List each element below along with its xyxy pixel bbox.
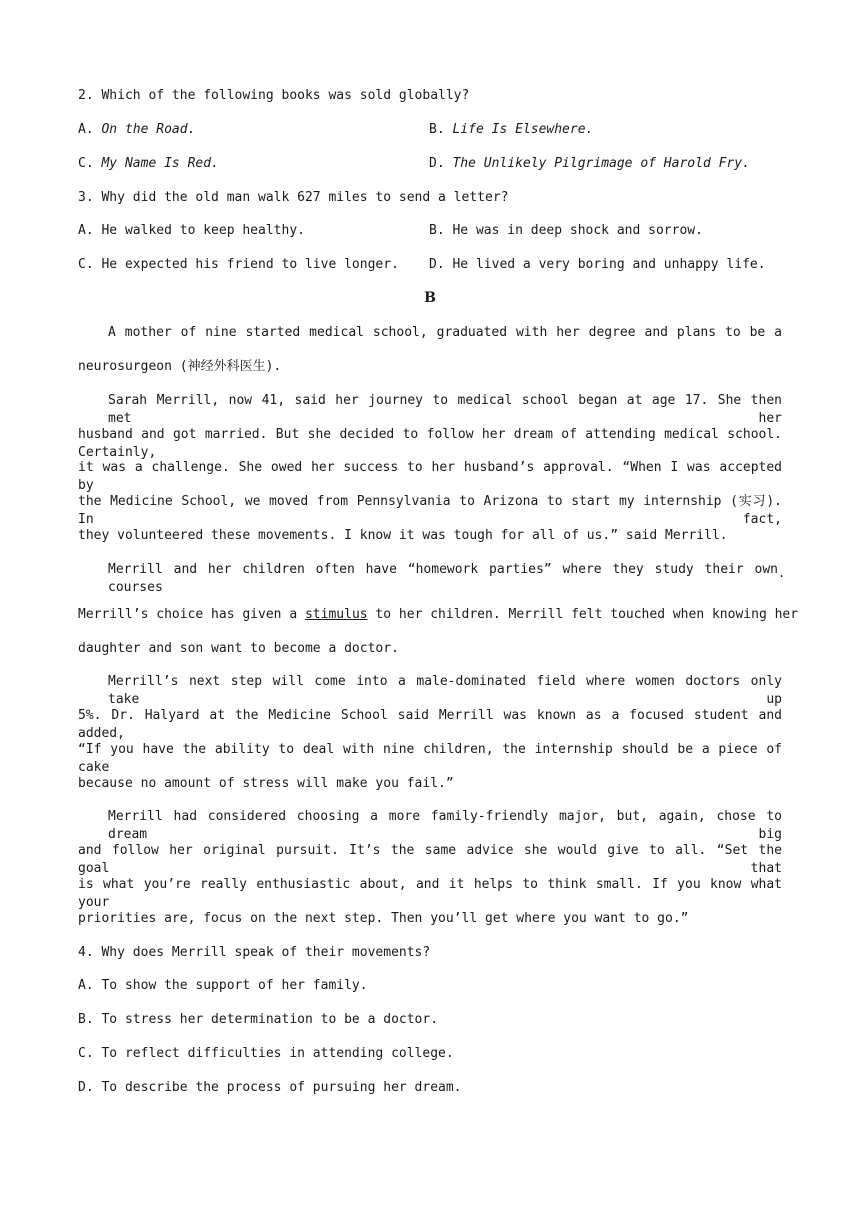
question-3-option-a: A. He walked to keep healthy. (78, 223, 305, 238)
passage-line: because no amount of stress will make you fail.” (78, 776, 454, 791)
passage-line: is what you’re really enthusiastic about, and it helps to think small. If you know what your (78, 877, 782, 910)
question-2-option-a (78, 121, 195, 139)
question-4-option-a: A. To show the support of her family. (78, 978, 368, 993)
book-title: On the Road. (101, 122, 196, 137)
underlined-word: stimulus (304, 607, 368, 622)
question-3-option-d: D. He lived a very boring and unhappy life. (429, 257, 766, 272)
option-label: D. (429, 156, 453, 171)
passage-line: Merrill’s next step will come into a male-dominated field where women doctors only take up (108, 674, 782, 707)
passage-line: husband and got married. But she decided to follow her dream of attending medical school. Certainly, (78, 427, 782, 460)
book-title: Life Is Elsewhere. (452, 122, 594, 137)
question-2-option-d (429, 155, 750, 173)
passage-text: to her children. Merrill felt touched when knowing her (367, 607, 799, 622)
passage-line: Merrill had considered choosing a more family-friendly major, but, again, chose to dream big (108, 809, 782, 842)
question-3-stem: 3. Why did the old man walk 627 miles to send a letter? (78, 190, 509, 205)
section-heading: B (424, 290, 436, 306)
passage-line: 5%. Dr. Halyard at the Medicine School said Merrill was known as a focused student and added, (78, 708, 782, 741)
passage-line: Sarah Merrill, now 41, said her journey to medical school began at age 17. She then met her (108, 393, 782, 426)
option-label: C. (78, 156, 102, 171)
question-2-option-c (78, 155, 219, 173)
passage-line: they volunteered these movements. I know it was tough for all of us.” said Merrill. (78, 528, 728, 543)
passage-text: Merrill’s choice has given a (78, 607, 305, 622)
passage-line: it was a challenge. She owed her success to her husband’s approval. “When I was accepted by (78, 460, 782, 493)
question-3-option-b: B. He was in deep shock and sorrow. (429, 223, 703, 238)
question-2-stem: 2. Which of the following books was sold globally? (78, 88, 470, 103)
passage-line: the Medicine School, we moved from Pennsylvania to Arizona to start my internship (实习). In fact, (78, 494, 782, 527)
passage-line: neurosurgeon (神经外科医生). (78, 359, 282, 374)
question-4-option-b: B. To stress her determination to be a doctor. (78, 1012, 439, 1027)
option-label: A. (78, 122, 102, 137)
passage-line: daughter and son want to become a doctor. (78, 641, 399, 656)
passage-line: and follow her original pursuit. It’s the same advice she would give to all. “Set the goal that (78, 843, 782, 876)
book-title: My Name Is Red. (101, 156, 219, 171)
stray-period-mark: . (778, 566, 786, 580)
question-3-option-c: C. He expected his friend to live longer. (78, 257, 399, 272)
option-label: B. (429, 122, 453, 137)
book-title: The Unlikely Pilgrimage of Harold Fry. (452, 156, 750, 171)
question-2-option-b (429, 121, 593, 139)
passage-line: “If you have the ability to deal with nine children, the internship should be a piece of cake (78, 742, 782, 775)
question-4-stem: 4. Why does Merrill speak of their movements? (78, 945, 431, 960)
question-4-option-d: D. To describe the process of pursuing her dream. (78, 1080, 462, 1095)
passage-line: A mother of nine started medical school, graduated with her degree and plans to be a (108, 325, 782, 340)
question-4-option-c: C. To reflect difficulties in attending college. (78, 1046, 454, 1061)
passage-line: Merrill and her children often have “homework parties” where they study their own courses (108, 562, 778, 595)
passage-line: priorities are, focus on the next step. Then you’ll get where you want to go.” (78, 911, 689, 926)
passage-line (78, 606, 798, 624)
